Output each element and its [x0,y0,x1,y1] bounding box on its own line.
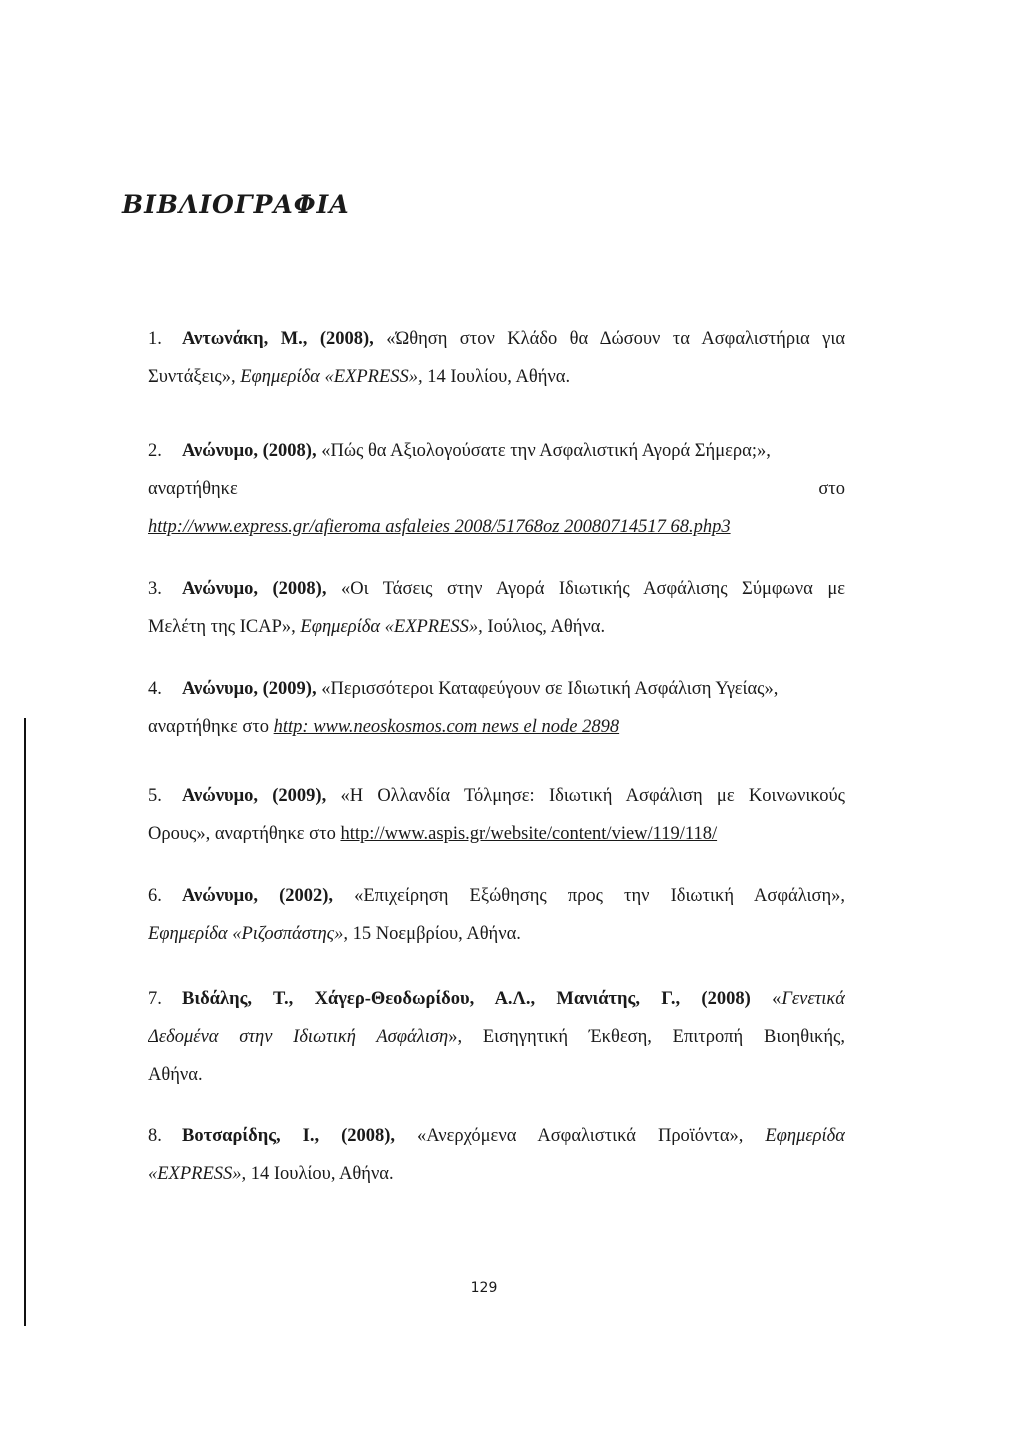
entry-author: Ανώνυμο, (2002), [182,886,334,906]
entry-author: Ανώνυμο, (2008), [182,441,317,461]
page-number: 129 [470,1280,498,1296]
entry-source: Εφημερίδα «EXPRESS», [300,617,483,637]
entry-title-continued: Ορους», αναρτήθηκε στο [148,824,336,844]
scan-margin-line [24,718,26,1326]
entry-url-link[interactable]: http: www.neoskosmos.com news el node 2898 [273,717,620,737]
entry-source: Εφημερίδα «EXPRESS», [240,367,423,387]
reference-entry-7 [148,980,845,1094]
entry-url-link[interactable]: http://www.express.gr/afieroma asfaleies 2008/51768oz 20080714517 68.php3 [148,517,731,537]
entry-title: «Περισσότεροι Καταφεύγουν σε Ιδιωτική Ασφάλιση Υγείας», [321,679,779,699]
entry-title: Γενετικά [781,989,845,1009]
entry-number: 4. [148,679,162,699]
entry-title: «Ανερχόμενα Ασφαλιστικά Προϊόντα», [416,1126,744,1146]
entry-title: «Οι Τάσεις στην Αγορά Ιδιωτικής Ασφάλισης Σύμφωνα με [340,579,845,599]
entry-retrieved-label: αναρτήθηκε [148,479,238,499]
entry-title-open-quote: « [772,989,782,1009]
entry-title: «Επιχείρηση Εξώθησης προς την Ιδιωτική Ασφάλιση», [354,886,845,906]
reference-entry-8 [148,1117,845,1193]
entry-author: Βιδάλης, Τ., Χάγερ-Θεοδωρίδου, Α.Λ., Μανιάτης, Γ., (2008) [182,989,751,1009]
entry-title-continued: Συντάξεις», [148,367,236,387]
entry-source-continued: «EXPRESS», [148,1164,247,1184]
reference-entry-3 [148,570,845,646]
entry-source: Εφημερίδα [765,1126,845,1146]
reference-entry-5 [148,777,845,853]
reference-entry-2 [148,432,845,546]
entry-author: Ανώνυμο, (2009), [182,786,327,806]
entry-details: Εισηγητική Έκθεση, Επιτροπή Βιοηθικής, [482,1027,845,1047]
entry-number: 2. [148,441,162,461]
entry-number: 1. [148,329,162,349]
entry-author: Αντωνάκη, Μ., (2008), [182,329,374,349]
entry-url-link[interactable]: http://www.aspis.gr/website/content/view/119/118/ [340,824,718,844]
entry-author: Ανώνυμο, (2009), [182,679,317,699]
entry-title: «Πώς θα Αξιολογούσατε την Ασφαλιστική Αγορά Σήμερα;», [321,441,771,461]
bibliography-heading: ΒΙΒΛΙΟΓΡΑΦΙΑ [122,190,350,219]
entry-details-continued: Αθήνα. [148,1065,203,1085]
entry-details: 15 Νοεμβρίου, Αθήνα. [352,924,521,944]
entry-details: 14 Ιουλίου, Αθήνα. [427,367,571,387]
entry-number: 8. [148,1126,162,1146]
entry-title: «Ώθηση στον Κλάδο θα Δώσουν τα Ασφαλιστήρια για [386,329,845,349]
entry-details: 14 Ιουλίου, Αθήνα. [250,1164,394,1184]
entry-number: 3. [148,579,162,599]
entry-number: 6. [148,886,162,906]
entry-title: «Η Ολλανδία Τόλμησε: Ιδιωτική Ασφάλιση με Κοινωνικούς [340,786,845,806]
entry-source: Εφημερίδα «Ριζοσπάστης», [148,924,349,944]
reference-entry-1 [148,320,845,396]
entry-details: Ιούλιος, Αθήνα. [487,617,606,637]
entry-retrieved-label: αναρτήθηκε στο [148,717,269,737]
entry-author: Βοτσαρίδης, Ι., (2008), [182,1126,396,1146]
entry-author: Ανώνυμο, (2008), [182,579,327,599]
reference-entry-6 [148,877,845,953]
entry-title-close-quote: », [448,1027,463,1047]
reference-entry-4 [148,670,845,746]
entry-number: 7. [148,989,162,1009]
entry-number: 5. [148,786,162,806]
entry-retrieved-suffix: στο [818,479,845,499]
entry-title-continued: Μελέτη της ICAP», [148,617,296,637]
entry-title-continued: Δεδομένα στην Ιδιωτική Ασφάλιση [148,1027,449,1047]
